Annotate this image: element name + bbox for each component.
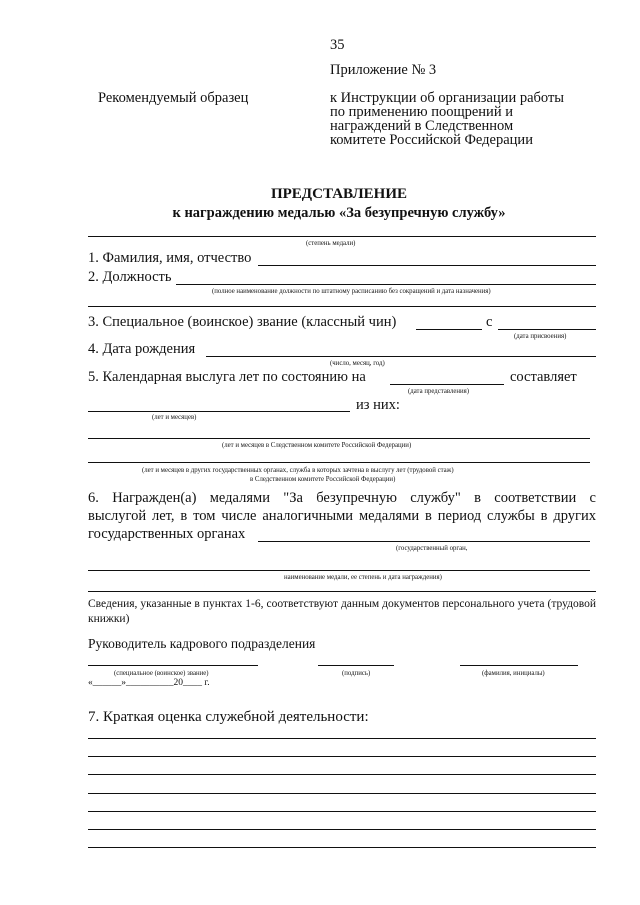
medal-degree-hint: (степень медали) [306, 240, 356, 247]
field-position-label: 2. Должность [88, 269, 172, 285]
years-other-hint-2: в Следственном комитете Российской Федерации) [250, 476, 396, 483]
field-years-line[interactable] [88, 411, 350, 412]
medal-degree-line [88, 236, 596, 237]
field-years-sk-line[interactable] [88, 438, 590, 439]
instruction-ref-line-2: по применению поощрений и [330, 104, 513, 120]
field-fio-line[interactable] [258, 265, 596, 266]
assign-date-hint: (дата присвоения) [514, 333, 567, 340]
field-fio-label: 1. Фамилия, имя, отчество [88, 250, 252, 266]
page-number: 35 [330, 37, 345, 53]
head-label: Руководитель кадрового подразделения [88, 636, 316, 651]
submit-date-hint: (дата представления) [408, 388, 470, 395]
field-medals-line-1: 6. Награжден(а) медалями "За безупречную службу" в соответствии с [88, 490, 596, 506]
sample-label: Рекомендуемый образец [98, 90, 249, 106]
field-medals-line-3: государственных органах [88, 526, 246, 542]
position-hint: (полное наименование должности по штатному расписанию без сокращений и дата назначения) [212, 288, 491, 295]
appendix-label: Приложение № 3 [330, 62, 437, 78]
evaluation-line[interactable] [88, 847, 596, 848]
name-initials-hint: (фамилия, инициалы) [482, 670, 545, 677]
field-birth-line[interactable] [206, 356, 596, 357]
years-months-hint: (лет и месяцев) [152, 414, 197, 421]
field-rank-line[interactable] [416, 329, 482, 330]
name-initials-line[interactable] [460, 665, 578, 666]
field-rank-date-line[interactable] [498, 329, 596, 330]
instruction-ref-line-3: награждений в Следственном [330, 118, 514, 134]
field-position-line[interactable] [176, 284, 596, 285]
field-service-date-line[interactable] [390, 384, 504, 385]
note-line-1: Сведения, указанные в пунктах 1-6, соответствуют данным документов персонального учета (трудовой [88, 598, 596, 610]
medal-name-hint: наименование медали, ее степень и дата награждения) [284, 574, 442, 581]
field-medals-name-line[interactable] [88, 570, 590, 571]
rank-signature-line[interactable] [88, 665, 258, 666]
field-rank-with: с [486, 314, 493, 330]
field-medals-gov-line[interactable] [258, 541, 590, 542]
evaluation-line[interactable] [88, 774, 596, 775]
evaluation-line[interactable] [88, 738, 596, 739]
field-service-end: составляет [510, 369, 577, 385]
gov-body-hint: (государственный орган, [396, 545, 468, 552]
rank-hint: (специальное (воинское) звание) [114, 670, 209, 677]
signature-hint: (подпись) [342, 670, 371, 677]
field-years-other-line[interactable] [88, 462, 590, 463]
evaluation-line[interactable] [88, 793, 596, 794]
instruction-ref-line-1: к Инструкции об организации работы [330, 90, 565, 106]
document-title: ПРЕДСТАВЛЕНИЕ [270, 186, 408, 202]
signature-date: «______»__________20____ г. [88, 678, 210, 688]
evaluation-line[interactable] [88, 756, 596, 757]
document-subtitle: к награждению медалью «За безупречную службу» [172, 205, 506, 221]
evaluation-line[interactable] [88, 811, 596, 812]
field-service-from: из них: [356, 397, 400, 413]
field-evaluation-label: 7. Краткая оценка служебной деятельности: [88, 709, 369, 725]
field-medals-line-2: выслугой лет, в том числе аналогичными медалями в период службы в других [88, 508, 596, 524]
note-line-2: книжки) [88, 613, 130, 625]
field-position-line-2[interactable] [88, 306, 596, 307]
years-other-hint-1: (лет и месяцев в других государственных органах, служба в которых зачтена в выслугу лет (трудовой стаж) [142, 467, 454, 474]
years-sk-hint: (лет и месяцев в Следственном комитете Российской Федерации) [222, 442, 412, 449]
field-birth-label: 4. Дата рождения [88, 341, 196, 357]
birth-date-hint: (число, месяц, год) [330, 360, 385, 367]
section-divider [88, 591, 596, 592]
instruction-ref-line-4: комитете Российской Федерации [330, 132, 533, 148]
evaluation-line[interactable] [88, 829, 596, 830]
field-rank-label: 3. Специальное (воинское) звание (классный чин) [88, 314, 397, 330]
field-service-label: 5. Календарная выслуга лет по состоянию на [88, 369, 366, 385]
signature-line[interactable] [318, 665, 394, 666]
